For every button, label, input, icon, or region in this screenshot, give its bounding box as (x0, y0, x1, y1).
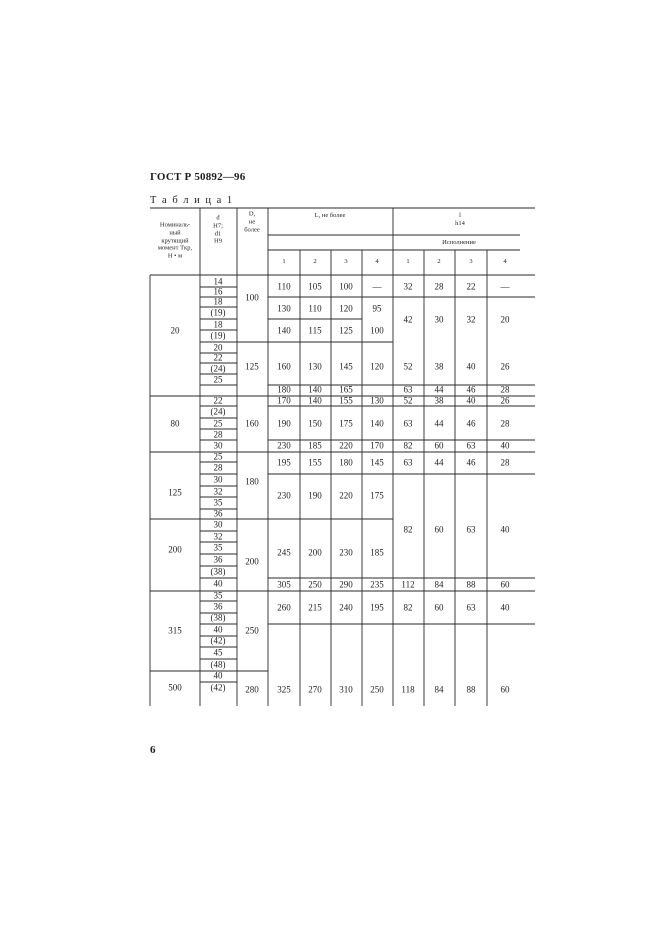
L-exec2-value: 130 (308, 361, 322, 372)
exec-number: 1 (282, 258, 286, 266)
D-value: 160 (245, 418, 259, 429)
header-l (455, 212, 465, 228)
L-exec3-value: 145 (339, 361, 353, 372)
L-exec3-value: 180 (339, 457, 353, 468)
header-l-text: l h14 (455, 212, 465, 227)
d-value: 14 (213, 276, 223, 287)
l-exec4-value: 26 (500, 361, 510, 372)
d-value: 30 (213, 440, 223, 451)
header-L: L, не более (314, 212, 346, 220)
header-D (244, 210, 260, 233)
l-exec1-value: 63 (403, 418, 413, 429)
L-exec3-value: 220 (339, 490, 353, 501)
l-exec1-value: 63 (403, 457, 413, 468)
L-exec1-value: 305 (277, 579, 291, 590)
L-exec3-value: 125 (339, 325, 353, 336)
L-exec4-value: 140 (370, 418, 384, 429)
l-exec4-value: 40 (500, 440, 510, 451)
L-exec4-value: 185 (370, 547, 384, 558)
l-exec3-value: 46 (466, 457, 476, 468)
l-exec4-value: 20 (500, 314, 510, 325)
l-exec1-value: 82 (403, 440, 413, 451)
L-exec4-value: 235 (370, 579, 384, 590)
d-value: 25 (213, 451, 223, 462)
d-value: 32 (213, 486, 223, 497)
L-exec3-value: 290 (339, 579, 353, 590)
l-exec4-value: 60 (500, 579, 510, 590)
l-exec4-value: 60 (500, 684, 510, 695)
exec-number: 2 (313, 258, 317, 266)
d-value: 35 (213, 542, 223, 553)
l-exec4-value: 28 (500, 457, 510, 468)
L-exec2-value: 185 (308, 440, 322, 451)
d-value: (48) (210, 659, 226, 670)
d-value: (42) (210, 682, 226, 693)
torque-value: 315 (168, 625, 182, 636)
l-exec3-value: 22 (466, 281, 476, 292)
d-value: 28 (213, 462, 223, 473)
header-execution: Исполнение (442, 239, 476, 247)
L-exec4-value: 250 (370, 684, 384, 695)
exec-number: 4 (503, 258, 507, 266)
d-value: 22 (213, 395, 223, 406)
D-value: 125 (245, 361, 259, 372)
L-exec3-value: 240 (339, 602, 353, 613)
d-value: 18 (213, 296, 223, 307)
d-value: 36 (213, 508, 223, 519)
d-value: 16 (213, 286, 223, 297)
l-exec3-value: 46 (466, 418, 476, 429)
L-exec4-value: 195 (370, 602, 384, 613)
l-exec3-value: 63 (466, 524, 476, 535)
d-value: 40 (213, 670, 223, 681)
D-value: 280 (245, 684, 259, 695)
l-exec3-value: 40 (466, 361, 476, 372)
d-value: (42) (210, 635, 226, 646)
L-exec1-value: 325 (277, 684, 291, 695)
L-exec4-value: 175 (370, 490, 384, 501)
d-value: (19) (210, 330, 226, 341)
torque-value: 80 (170, 418, 180, 429)
l-exec1-value: 32 (403, 281, 413, 292)
l-exec2-value: 38 (434, 361, 444, 372)
d-value: 45 (213, 647, 223, 658)
l-exec1-value: 63 (403, 384, 413, 395)
d-value: (38) (210, 566, 226, 577)
L-exec1-value: 195 (277, 457, 291, 468)
L-exec4-value: — (372, 281, 382, 292)
d-value: 20 (213, 342, 223, 353)
L-exec2-value: 270 (308, 684, 322, 695)
L-exec1-value: 140 (277, 325, 291, 336)
l-exec3-value: 63 (466, 440, 476, 451)
L-exec2-value: 215 (308, 602, 322, 613)
L-exec3-value: 230 (339, 547, 353, 558)
l-exec4-value: 28 (500, 418, 510, 429)
L-exec4-value: 130 (370, 395, 384, 406)
l-exec2-value: 60 (434, 524, 444, 535)
l-exec3-value: 88 (466, 684, 476, 695)
l-exec1-value: 112 (401, 579, 415, 590)
L-exec2-value: 115 (308, 325, 322, 336)
l-exec2-value: 38 (434, 395, 444, 406)
d-value: 35 (213, 497, 223, 508)
l-exec1-value: 52 (403, 361, 413, 372)
torque-value: 500 (168, 682, 182, 693)
l-exec3-value: 32 (466, 314, 476, 325)
L-exec3-value: 310 (339, 684, 353, 695)
d-value: 22 (213, 352, 223, 363)
L-exec3-value: 220 (339, 440, 353, 451)
L-exec4-value: 95 (372, 303, 382, 314)
torque-value: 20 (170, 325, 180, 336)
L-exec1-value: 110 (277, 281, 291, 292)
d-value: 32 (213, 531, 223, 542)
document-title: ГОСТ Р 50892—96 (150, 171, 246, 183)
L-exec4-value: 120 (370, 361, 384, 372)
d-value: 36 (213, 554, 223, 565)
L-exec1-value: 230 (277, 440, 291, 451)
D-value: 100 (245, 292, 259, 303)
L-exec1-value: 180 (277, 384, 291, 395)
L-exec3-value: 165 (339, 384, 353, 395)
L-exec2-value: 250 (308, 579, 322, 590)
l-exec4-value: 40 (500, 524, 510, 535)
exec-number: 4 (375, 258, 379, 266)
exec-number: 3 (469, 258, 473, 266)
L-exec4-value: 170 (370, 440, 384, 451)
d-value: 30 (213, 474, 223, 485)
header-torque-text: Номиналь- ный крутящий момент Tкр, Н • м (157, 221, 193, 260)
l-exec1-value: 82 (403, 602, 413, 613)
table-caption: Т а б л и ц а 1 (150, 195, 234, 206)
l-exec3-value: 40 (466, 395, 476, 406)
header-torque (158, 222, 192, 261)
L-exec3-value: 175 (339, 418, 353, 429)
L-exec1-value: 160 (277, 361, 291, 372)
l-exec2-value: 44 (434, 457, 444, 468)
l-exec2-value: 60 (434, 602, 444, 613)
D-value: 250 (245, 625, 259, 636)
d-value: 18 (213, 319, 223, 330)
D-value: 200 (245, 556, 259, 567)
l-exec3-value: 46 (466, 384, 476, 395)
L-exec1-value: 130 (277, 303, 291, 314)
torque-value: 200 (168, 544, 182, 555)
d-value: 30 (213, 519, 223, 530)
d-value: (24) (210, 363, 226, 374)
L-exec2-value: 190 (308, 490, 322, 501)
exec-number: 1 (406, 258, 410, 266)
l-exec2-value: 44 (434, 384, 444, 395)
l-exec2-value: 84 (434, 579, 444, 590)
l-exec1-value: 118 (401, 684, 415, 695)
d-value: 25 (213, 374, 223, 385)
L-exec2-value: 140 (308, 384, 322, 395)
d-value: 40 (213, 578, 223, 589)
L-exec3-value: 100 (339, 281, 353, 292)
L-exec2-value: 105 (308, 281, 322, 292)
L-exec1-value: 230 (277, 490, 291, 501)
exec-number: 2 (437, 258, 441, 266)
l-exec2-value: 84 (434, 684, 444, 695)
L-exec3-value: 120 (339, 303, 353, 314)
L-exec4-value: 145 (370, 457, 384, 468)
header-d-text: d Н7; d1 Н9 (213, 214, 223, 245)
l-exec2-value: 44 (434, 418, 444, 429)
l-exec1-value: 82 (403, 524, 413, 535)
l-exec4-value: — (500, 281, 510, 292)
l-exec3-value: 88 (466, 579, 476, 590)
header-D-text: D, не более (244, 210, 260, 233)
d-value: (24) (210, 406, 226, 417)
L-exec2-value: 150 (308, 418, 322, 429)
L-exec4-value: 100 (370, 325, 384, 336)
exec-number: 3 (344, 258, 348, 266)
l-exec2-value: 60 (434, 440, 444, 451)
L-exec2-value: 110 (308, 303, 322, 314)
l-exec1-value: 52 (403, 395, 413, 406)
l-exec2-value: 30 (434, 314, 444, 325)
d-value: (38) (210, 612, 226, 623)
d-value: 36 (213, 601, 223, 612)
L-exec2-value: 200 (308, 547, 322, 558)
l-exec3-value: 63 (466, 602, 476, 613)
torque-value: 125 (168, 487, 182, 498)
L-exec1-value: 260 (277, 602, 291, 613)
page-number: 6 (150, 744, 156, 756)
d-value: 25 (213, 418, 223, 429)
L-exec1-value: 190 (277, 418, 291, 429)
d-value: 40 (213, 624, 223, 635)
header-d (213, 214, 223, 245)
d-value: (19) (210, 307, 226, 318)
l-exec1-value: 42 (403, 314, 413, 325)
d-value: 35 (213, 590, 223, 601)
D-value: 180 (245, 476, 259, 487)
L-exec3-value: 155 (339, 395, 353, 406)
L-exec1-value: 170 (277, 395, 291, 406)
d-value: 28 (213, 429, 223, 440)
l-exec4-value: 28 (500, 384, 510, 395)
L-exec2-value: 140 (308, 395, 322, 406)
l-exec4-value: 40 (500, 602, 510, 613)
l-exec2-value: 28 (434, 281, 444, 292)
L-exec2-value: 155 (308, 457, 322, 468)
L-exec1-value: 245 (277, 547, 291, 558)
l-exec4-value: 26 (500, 395, 510, 406)
